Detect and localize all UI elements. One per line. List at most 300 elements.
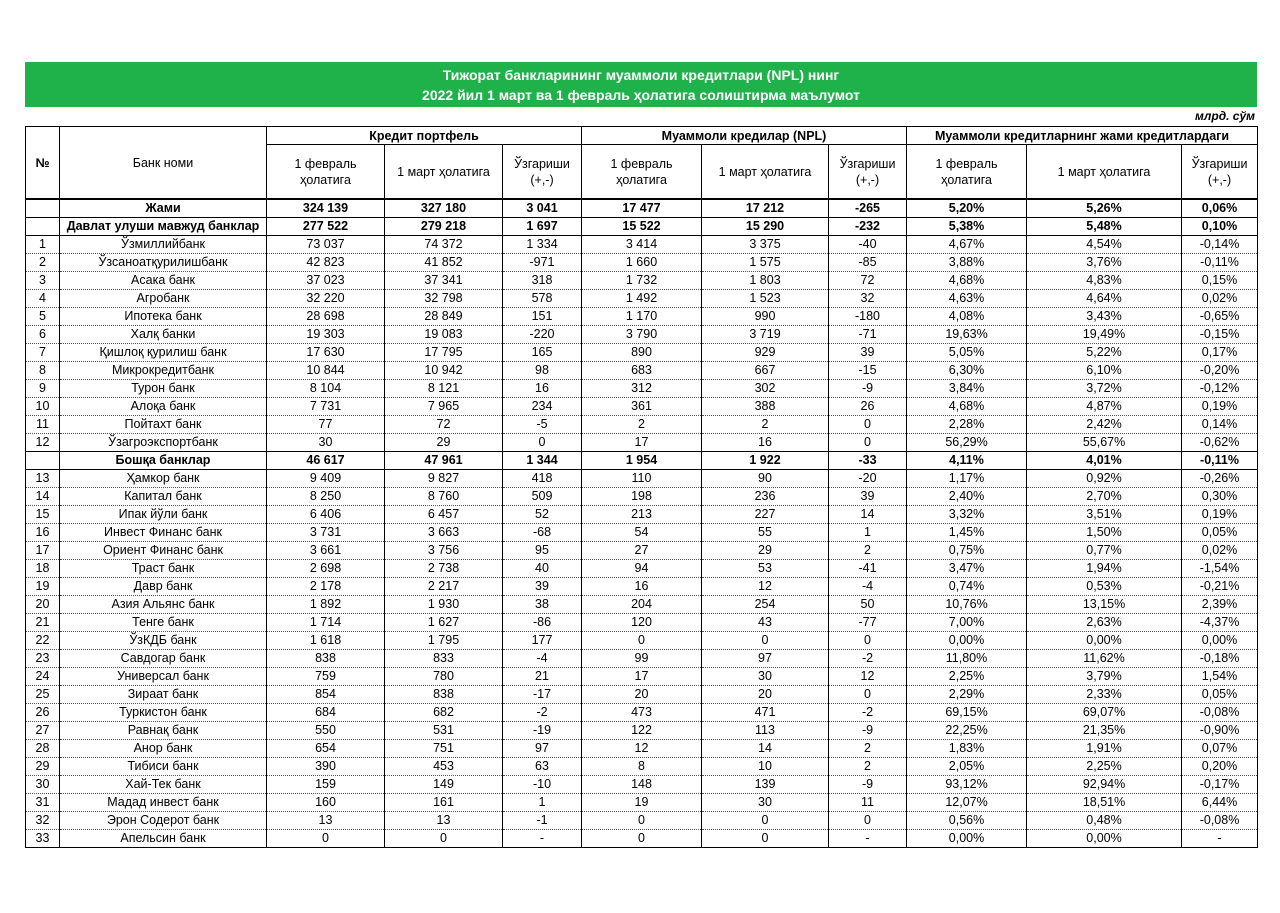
bank-name: Капитал банк	[60, 488, 267, 506]
row-number: 23	[26, 650, 60, 668]
value-cell: 2	[702, 416, 829, 434]
value-cell: 3 790	[582, 326, 702, 344]
value-cell: 0	[267, 830, 385, 848]
row-number	[26, 218, 60, 236]
value-cell: 0	[829, 416, 907, 434]
value-cell: 3,79%	[1027, 668, 1182, 686]
value-cell: 22,25%	[907, 722, 1027, 740]
bank-name: Туркистон банк	[60, 704, 267, 722]
bank-name: Ипак йўли банк	[60, 506, 267, 524]
value-cell: 97	[702, 650, 829, 668]
value-cell: 3 663	[385, 524, 503, 542]
row-number: 13	[26, 470, 60, 488]
value-cell: 6 457	[385, 506, 503, 524]
row-number: 6	[26, 326, 60, 344]
value-cell: 0,05%	[1182, 524, 1258, 542]
value-cell: -0,62%	[1182, 434, 1258, 452]
value-cell: -232	[829, 218, 907, 236]
value-cell: 92,94%	[1027, 776, 1182, 794]
value-cell: 20	[702, 686, 829, 704]
value-cell: 10 942	[385, 362, 503, 380]
value-cell: 0	[503, 434, 582, 452]
bank-name: Асака банк	[60, 272, 267, 290]
bank-name: Ориент Финанс банк	[60, 542, 267, 560]
table-row	[26, 254, 1258, 272]
value-cell: 0,20%	[1182, 758, 1258, 776]
value-cell: 1 627	[385, 614, 503, 632]
value-cell: 0	[702, 830, 829, 848]
bank-name: Хай-Тек банк	[60, 776, 267, 794]
row-number: 21	[26, 614, 60, 632]
value-cell: 30	[702, 794, 829, 812]
value-cell: 2,28%	[907, 416, 1027, 434]
row-number: 19	[26, 578, 60, 596]
table-body	[26, 199, 1258, 848]
bank-name: Траст банк	[60, 560, 267, 578]
value-cell: 1 697	[503, 218, 582, 236]
bank-name: Ўзмиллийбанк	[60, 236, 267, 254]
value-cell: 471	[702, 704, 829, 722]
value-cell: 0	[702, 812, 829, 830]
value-cell: -0,08%	[1182, 812, 1258, 830]
value-cell: 69,15%	[907, 704, 1027, 722]
value-cell: 3 414	[582, 236, 702, 254]
value-cell: 3,51%	[1027, 506, 1182, 524]
value-cell: 3,88%	[907, 254, 1027, 272]
value-cell: -4,37%	[1182, 614, 1258, 632]
value-cell: 0,75%	[907, 542, 1027, 560]
value-cell: 279 218	[385, 218, 503, 236]
value-cell: 1,50%	[1027, 524, 1182, 542]
value-cell: 0,19%	[1182, 398, 1258, 416]
bank-name: Апельсин банк	[60, 830, 267, 848]
value-cell: 682	[385, 704, 503, 722]
value-cell: 37 023	[267, 272, 385, 290]
value-cell: -17	[503, 686, 582, 704]
value-cell: 312	[582, 380, 702, 398]
value-cell: 0	[582, 812, 702, 830]
value-cell: 39	[829, 488, 907, 506]
row-number: 24	[26, 668, 60, 686]
table-row	[26, 218, 1258, 236]
value-cell: 302	[702, 380, 829, 398]
value-cell: 0,00%	[1027, 830, 1182, 848]
value-cell: 0,02%	[1182, 542, 1258, 560]
value-cell: 43	[702, 614, 829, 632]
bank-name: Эрон Содерот банк	[60, 812, 267, 830]
value-cell: 1 575	[702, 254, 829, 272]
group-credit-portfolio: Кредит портфель	[267, 127, 582, 145]
value-cell: 19	[582, 794, 702, 812]
value-cell: 19,49%	[1027, 326, 1182, 344]
value-cell: -2	[829, 704, 907, 722]
group-npl-share: Муаммоли кредитларнинг жами кредитлардаги	[907, 127, 1258, 145]
value-cell: 6,44%	[1182, 794, 1258, 812]
value-cell: 0	[702, 632, 829, 650]
table-row	[26, 380, 1258, 398]
value-cell: 0,92%	[1027, 470, 1182, 488]
value-cell: 2	[829, 758, 907, 776]
col-header-chg: Ўзгариши (+,-)	[829, 145, 907, 200]
table-row	[26, 704, 1258, 722]
value-cell: 99	[582, 650, 702, 668]
value-cell: 50	[829, 596, 907, 614]
table-row	[26, 344, 1258, 362]
value-cell: -77	[829, 614, 907, 632]
value-cell: -2	[829, 650, 907, 668]
row-number: 3	[26, 272, 60, 290]
value-cell: 0,10%	[1182, 218, 1258, 236]
value-cell: -0,18%	[1182, 650, 1258, 668]
row-number: 18	[26, 560, 60, 578]
bank-name: Равнақ банк	[60, 722, 267, 740]
col-header-chg: Ўзгариши (+,-)	[503, 145, 582, 200]
title-line-1: Тижорат банкларининг муаммоли кредитлари (NPL) нинг	[442, 67, 840, 83]
col-header-mar: 1 март ҳолатига	[702, 145, 829, 200]
value-cell: 0,17%	[1182, 344, 1258, 362]
table-row	[26, 650, 1258, 668]
row-number: 25	[26, 686, 60, 704]
value-cell: 3,47%	[907, 560, 1027, 578]
bank-name: Бошқа банклар	[60, 452, 267, 470]
value-cell: 69,07%	[1027, 704, 1182, 722]
value-cell: 32	[829, 290, 907, 308]
value-cell: 16	[702, 434, 829, 452]
value-cell: -180	[829, 308, 907, 326]
value-cell: -9	[829, 722, 907, 740]
value-cell: 0,74%	[907, 578, 1027, 596]
bank-name: Анор банк	[60, 740, 267, 758]
value-cell: 1 344	[503, 452, 582, 470]
value-cell: 1	[829, 524, 907, 542]
value-cell: 149	[385, 776, 503, 794]
value-cell: 95	[503, 542, 582, 560]
table-row	[26, 488, 1258, 506]
value-cell: 0	[829, 812, 907, 830]
value-cell: 684	[267, 704, 385, 722]
bank-name: Ҳамкор банк	[60, 470, 267, 488]
value-cell: 9 827	[385, 470, 503, 488]
value-cell: -0,90%	[1182, 722, 1258, 740]
row-number: 31	[26, 794, 60, 812]
value-cell: 1 922	[702, 452, 829, 470]
value-cell: 46 617	[267, 452, 385, 470]
value-cell: 63	[503, 758, 582, 776]
col-no-header: №	[26, 127, 60, 200]
value-cell: 388	[702, 398, 829, 416]
col-bank-header: Банк номи	[60, 127, 267, 200]
value-cell: 833	[385, 650, 503, 668]
value-cell: 7 965	[385, 398, 503, 416]
col-header-feb: 1 февраль ҳолатига	[267, 145, 385, 200]
table-row	[26, 560, 1258, 578]
value-cell: 5,22%	[1027, 344, 1182, 362]
value-cell: 3,43%	[1027, 308, 1182, 326]
bank-name: Агробанк	[60, 290, 267, 308]
value-cell: 1,54%	[1182, 668, 1258, 686]
value-cell: 8	[582, 758, 702, 776]
value-cell: 16	[503, 380, 582, 398]
value-cell: 0,77%	[1027, 542, 1182, 560]
table-row	[26, 776, 1258, 794]
value-cell: 759	[267, 668, 385, 686]
value-cell: 7 731	[267, 398, 385, 416]
value-cell: 4,08%	[907, 308, 1027, 326]
row-number: 8	[26, 362, 60, 380]
value-cell: 0,14%	[1182, 416, 1258, 434]
value-cell: -	[829, 830, 907, 848]
value-cell: 361	[582, 398, 702, 416]
table-row	[26, 272, 1258, 290]
value-cell: 32 220	[267, 290, 385, 308]
bank-name: Тибиси банк	[60, 758, 267, 776]
value-cell: 5,38%	[907, 218, 1027, 236]
bank-name: ЎзКДБ банк	[60, 632, 267, 650]
value-cell: 473	[582, 704, 702, 722]
value-cell: 17 477	[582, 199, 702, 218]
value-cell: 453	[385, 758, 503, 776]
value-cell: 0,06%	[1182, 199, 1258, 218]
value-cell: 41 852	[385, 254, 503, 272]
value-cell: 10	[702, 758, 829, 776]
unit-label: млрд. сўм	[1195, 109, 1255, 123]
value-cell: 98	[503, 362, 582, 380]
table-row	[26, 470, 1258, 488]
table-row	[26, 326, 1258, 344]
value-cell: 929	[702, 344, 829, 362]
value-cell: 1 892	[267, 596, 385, 614]
value-cell: 0,56%	[907, 812, 1027, 830]
value-cell: 11	[829, 794, 907, 812]
row-number: 10	[26, 398, 60, 416]
value-cell: 12	[829, 668, 907, 686]
value-cell: -971	[503, 254, 582, 272]
value-cell: -2	[503, 704, 582, 722]
value-cell: 122	[582, 722, 702, 740]
value-cell: 2,63%	[1027, 614, 1182, 632]
value-cell: 0,00%	[1182, 632, 1258, 650]
value-cell: 14	[829, 506, 907, 524]
table-row	[26, 542, 1258, 560]
table-row	[26, 596, 1258, 614]
table-row	[26, 434, 1258, 452]
value-cell: 12	[702, 578, 829, 596]
value-cell: 1,91%	[1027, 740, 1182, 758]
value-cell: 0,30%	[1182, 488, 1258, 506]
table-row	[26, 740, 1258, 758]
table-row	[26, 578, 1258, 596]
value-cell: 204	[582, 596, 702, 614]
value-cell: 3,84%	[907, 380, 1027, 398]
value-cell: 29	[385, 434, 503, 452]
value-cell: 97	[503, 740, 582, 758]
value-cell: 161	[385, 794, 503, 812]
value-cell: 38	[503, 596, 582, 614]
value-cell: 3 375	[702, 236, 829, 254]
row-number: 27	[26, 722, 60, 740]
value-cell: 8 250	[267, 488, 385, 506]
value-cell: 4,87%	[1027, 398, 1182, 416]
value-cell: 327 180	[385, 199, 503, 218]
value-cell: 74 372	[385, 236, 503, 254]
value-cell: 13	[267, 812, 385, 830]
value-cell: 17 630	[267, 344, 385, 362]
value-cell: -0,17%	[1182, 776, 1258, 794]
value-cell: 12,07%	[907, 794, 1027, 812]
value-cell: 27	[582, 542, 702, 560]
value-cell: 2 698	[267, 560, 385, 578]
value-cell: 0	[829, 632, 907, 650]
value-cell: 39	[503, 578, 582, 596]
value-cell: -4	[503, 650, 582, 668]
bank-name: Зираат банк	[60, 686, 267, 704]
value-cell: 3,72%	[1027, 380, 1182, 398]
value-cell: 32 798	[385, 290, 503, 308]
value-cell: -71	[829, 326, 907, 344]
table-row	[26, 686, 1258, 704]
value-cell: 5,05%	[907, 344, 1027, 362]
value-cell: 2,29%	[907, 686, 1027, 704]
table-row	[26, 398, 1258, 416]
group-npl: Муаммоли кредилар (NPL)	[582, 127, 907, 145]
bank-name: Қишлоқ қурилиш банк	[60, 344, 267, 362]
bank-name: Савдогар банк	[60, 650, 267, 668]
value-cell: 2,40%	[907, 488, 1027, 506]
value-cell: -4	[829, 578, 907, 596]
bank-name: Давлат улуши мавжуд банклар	[60, 218, 267, 236]
value-cell: 990	[702, 308, 829, 326]
value-cell: 751	[385, 740, 503, 758]
value-cell: 11,80%	[907, 650, 1027, 668]
value-cell: -1,54%	[1182, 560, 1258, 578]
bank-name: Азия Альянс банк	[60, 596, 267, 614]
value-cell: 2,25%	[907, 668, 1027, 686]
value-cell: 9 409	[267, 470, 385, 488]
value-cell: 11,62%	[1027, 650, 1182, 668]
value-cell: 0,00%	[907, 632, 1027, 650]
col-header-chg: Ўзгариши (+,-)	[1182, 145, 1258, 200]
value-cell: 2	[829, 740, 907, 758]
value-cell: 1 618	[267, 632, 385, 650]
bank-name: Ўзагроэкспортбанк	[60, 434, 267, 452]
table-row	[26, 722, 1258, 740]
value-cell: 1,17%	[907, 470, 1027, 488]
value-cell: -0,65%	[1182, 308, 1258, 326]
value-cell: 17 212	[702, 199, 829, 218]
value-cell: 13,15%	[1027, 596, 1182, 614]
table-row	[26, 794, 1258, 812]
value-cell: 12	[582, 740, 702, 758]
value-cell: 42 823	[267, 254, 385, 272]
value-cell: 19,63%	[907, 326, 1027, 344]
value-cell: 2,33%	[1027, 686, 1182, 704]
value-cell: -10	[503, 776, 582, 794]
value-cell: 1 732	[582, 272, 702, 290]
value-cell: 26	[829, 398, 907, 416]
value-cell: 5,20%	[907, 199, 1027, 218]
value-cell: -33	[829, 452, 907, 470]
col-header-feb: 1 февраль ҳолатига	[582, 145, 702, 200]
table-row	[26, 452, 1258, 470]
value-cell: 4,67%	[907, 236, 1027, 254]
value-cell: 14	[702, 740, 829, 758]
value-cell: 838	[267, 650, 385, 668]
value-cell: 29	[702, 542, 829, 560]
table-row	[26, 614, 1258, 632]
value-cell: 165	[503, 344, 582, 362]
value-cell: 4,11%	[907, 452, 1027, 470]
bank-name: Давр банк	[60, 578, 267, 596]
value-cell: 0,02%	[1182, 290, 1258, 308]
value-cell: -0,26%	[1182, 470, 1258, 488]
value-cell: 110	[582, 470, 702, 488]
row-number: 4	[26, 290, 60, 308]
table-row	[26, 812, 1258, 830]
value-cell: 10 844	[267, 362, 385, 380]
value-cell: 3 756	[385, 542, 503, 560]
row-number: 14	[26, 488, 60, 506]
row-number: 26	[26, 704, 60, 722]
value-cell: 13	[385, 812, 503, 830]
bank-name: Микрокредитбанк	[60, 362, 267, 380]
value-cell: 1 523	[702, 290, 829, 308]
value-cell: 20	[582, 686, 702, 704]
value-cell: 838	[385, 686, 503, 704]
value-cell: 0	[829, 434, 907, 452]
row-number: 1	[26, 236, 60, 254]
bank-name: Ипотека банк	[60, 308, 267, 326]
table-row	[26, 758, 1258, 776]
value-cell: 8 760	[385, 488, 503, 506]
value-cell: 113	[702, 722, 829, 740]
value-cell: -86	[503, 614, 582, 632]
value-cell: 56,29%	[907, 434, 1027, 452]
value-cell: -85	[829, 254, 907, 272]
table-row	[26, 416, 1258, 434]
value-cell: 4,63%	[907, 290, 1027, 308]
table-row	[26, 524, 1258, 542]
row-number: 29	[26, 758, 60, 776]
value-cell: 0,53%	[1027, 578, 1182, 596]
value-cell: 4,64%	[1027, 290, 1182, 308]
value-cell: 531	[385, 722, 503, 740]
value-cell: 0	[385, 830, 503, 848]
value-cell: 1 492	[582, 290, 702, 308]
value-cell: -9	[829, 380, 907, 398]
value-cell: 578	[503, 290, 582, 308]
row-number: 20	[26, 596, 60, 614]
value-cell: 0	[582, 830, 702, 848]
col-header-mar: 1 март ҳолатига	[1027, 145, 1182, 200]
value-cell: -68	[503, 524, 582, 542]
value-cell: -	[503, 830, 582, 848]
value-cell: 1 803	[702, 272, 829, 290]
value-cell: -0,21%	[1182, 578, 1258, 596]
value-cell: 72	[829, 272, 907, 290]
value-cell: 418	[503, 470, 582, 488]
row-number: 9	[26, 380, 60, 398]
value-cell: -5	[503, 416, 582, 434]
value-cell: 1 954	[582, 452, 702, 470]
value-cell: 90	[702, 470, 829, 488]
value-cell: 1 334	[503, 236, 582, 254]
value-cell: -0,11%	[1182, 254, 1258, 272]
value-cell: 2	[582, 416, 702, 434]
row-number: 22	[26, 632, 60, 650]
table-row	[26, 290, 1258, 308]
value-cell: 213	[582, 506, 702, 524]
value-cell: 17	[582, 434, 702, 452]
